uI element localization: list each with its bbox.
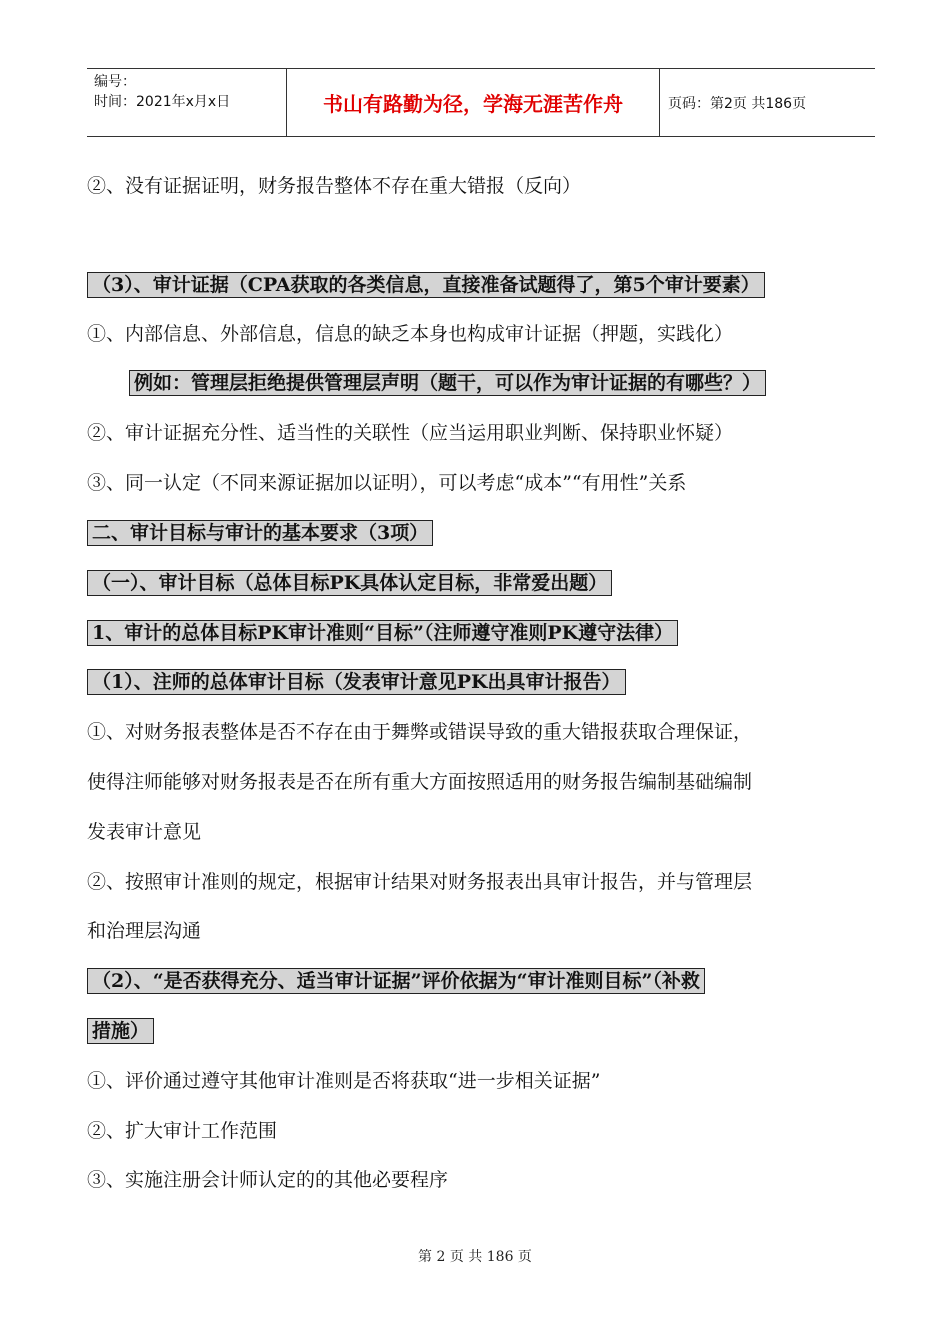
- text-line: ③、同一认定（不同来源证据加以证明），可以考虑“成本”“有用性”关系: [87, 472, 687, 494]
- text-line: ②、没有证据证明，财务报告整体不存在重大错报（反向）: [87, 175, 582, 197]
- text-line: ①、内部信息、外部信息，信息的缺乏本身也构成审计证据（押题，实践化）: [87, 323, 734, 345]
- subheading-overall-goal: 1、审计的总体目标PK审计准则“目标”（注师遵守准则PK遵守法律）: [87, 620, 678, 646]
- text-line: 和治理层沟通: [87, 920, 202, 942]
- subheading-evaluation: （2）、“是否获得充分、适当审计证据”评价依据为“审计准则目标”（补救: [87, 968, 705, 994]
- header-time-label: 时间：2021年x月x日: [94, 94, 231, 110]
- header-meta: [87, 69, 287, 136]
- example-highlight: 例如：管理层拒绝提供管理层声明（题干，可以作为审计证据的有哪些？）: [129, 370, 766, 396]
- header-page-info: 页码：第2页 共186页: [668, 95, 807, 112]
- subheading-cpa-goal: （1）、注师的总体审计目标（发表审计意见PK出具审计报告）: [87, 669, 626, 695]
- text-line: ②、按照审计准则的规定，根据审计结果对财务报表出具审计报告，并与管理层: [87, 871, 753, 893]
- subsection-heading-1: （一）、审计目标（总体目标PK具体认定目标，非常爱出题）: [87, 570, 612, 596]
- text-line: ①、评价通过遵守其他审计准则是否将获取“进一步相关证据”: [87, 1070, 601, 1092]
- text-line: ③、实施注册会计师认定的的其他必要程序: [87, 1169, 449, 1191]
- page-header: [87, 68, 875, 137]
- text-line: 使得注师能够对财务报表是否在所有重大方面按照适用的财务报告编制基础编制: [87, 771, 753, 793]
- header-motto: 书山有路勤为径，学海无涯苦作舟: [287, 69, 660, 136]
- text-line: ②、扩大审计工作范围: [87, 1120, 278, 1142]
- header-number-label: 编号：: [94, 74, 136, 90]
- page-footer: 第 2 页 共 186 页: [418, 1249, 532, 1265]
- text-line: ②、审计证据充分性、适当性的关联性（应当运用职业判断、保持职业怀疑）: [87, 422, 734, 444]
- subheading-evaluation-cont: 措施）: [87, 1018, 154, 1044]
- section-heading-2: 二、审计目标与审计的基本要求（3项）: [87, 520, 433, 546]
- text-line: 发表审计意见: [87, 821, 202, 843]
- heading-audit-evidence: （3）、审计证据（CPA获取的各类信息，直接准备试题得了，第5个审计要素）: [87, 272, 765, 298]
- text-line: ①、对财务报表整体是否不存在由于舞弊或错误导致的重大错报获取合理保证，: [87, 721, 753, 743]
